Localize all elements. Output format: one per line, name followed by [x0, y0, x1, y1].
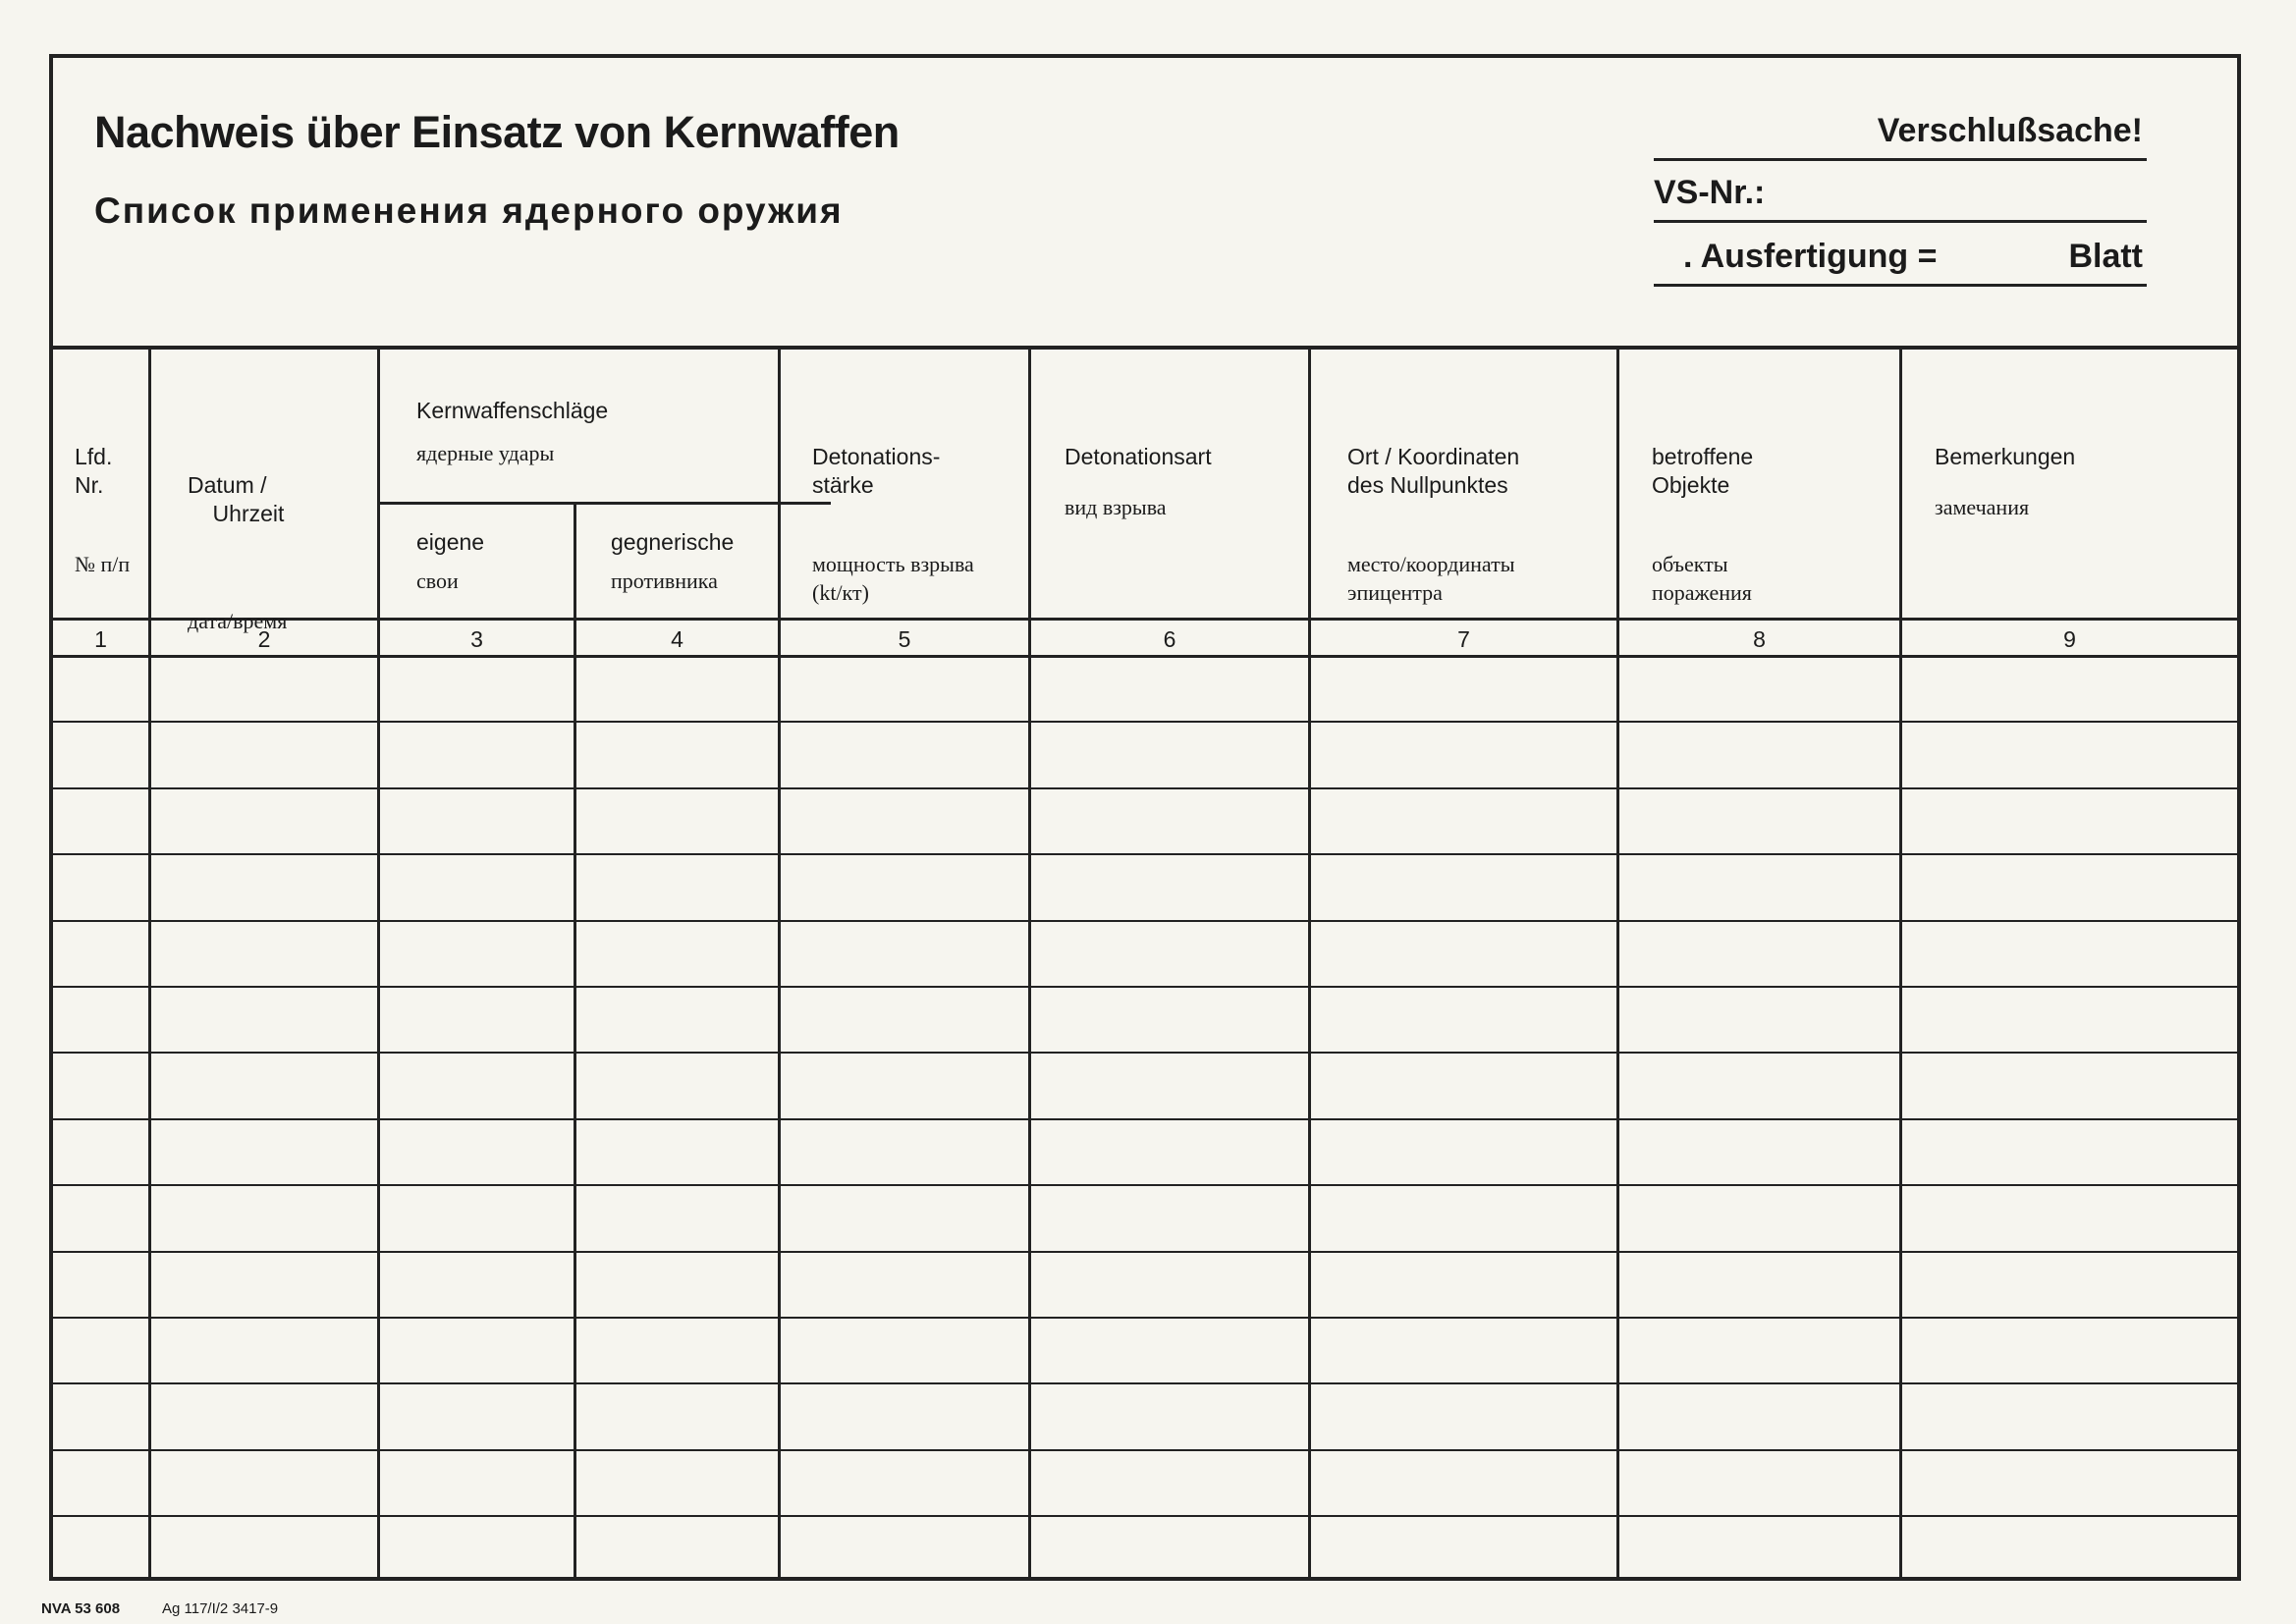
col4-number: 4 [671, 626, 683, 652]
col9-header-ru: замечания [1935, 495, 2030, 519]
title-german: Nachweis über Einsatz von Kernwaffen [94, 107, 900, 157]
col6-number: 6 [1163, 626, 1176, 652]
header-divider [53, 618, 2237, 621]
group-header-divider [380, 502, 831, 505]
col4-header-de: gegnerische [611, 529, 735, 555]
col2-header-de: Datum / Uhrzeit [188, 472, 285, 526]
vs-number-label: VS-Nr.: [1654, 174, 1766, 211]
entry-row-line [53, 1382, 2237, 1384]
col1-header [75, 414, 130, 607]
col9-number: 9 [2063, 626, 2076, 652]
record-table [53, 346, 2237, 1581]
column-divider [1899, 350, 1902, 1581]
col-group-header-de: Kernwaffenschläge [416, 398, 609, 423]
col-group-header [416, 397, 608, 467]
entry-row-line [53, 1184, 2237, 1186]
col7-header [1347, 414, 1519, 635]
col8-header-ru: объекты поражения [1652, 552, 1752, 605]
col4-header [611, 528, 734, 595]
col5-header [812, 414, 974, 635]
col-group-header-ru: ядерные удары [416, 441, 555, 465]
column-divider [1616, 350, 1619, 1581]
col6-header-de: Detonationsart [1065, 444, 1212, 469]
column-divider [1308, 350, 1311, 1581]
vs-number-row[interactable] [1654, 166, 2147, 223]
col3-header [416, 528, 484, 595]
col2-header-ru: дата/время [188, 609, 288, 633]
entry-row-line [53, 1515, 2237, 1517]
col8-number: 8 [1753, 626, 1766, 652]
col7-header-de: Ort / Koordinaten des Nullpunktes [1347, 444, 1520, 498]
number-row-divider [53, 655, 2237, 658]
col5-header-ru: мощность взрыва (kt/кт) [812, 552, 974, 605]
entry-row-line [53, 853, 2237, 855]
sheet-label: Blatt [2068, 238, 2143, 275]
col3-header-ru: свои [416, 568, 459, 593]
entry-row-line [53, 1251, 2237, 1253]
col8-header-de: betroffene Objekte [1652, 444, 1754, 498]
col7-header-ru: меcто/координаты эпицентра [1347, 552, 1515, 605]
column-divider [1028, 350, 1031, 1581]
entry-row-line [53, 1052, 2237, 1054]
col3-header-de: eigene [416, 529, 485, 555]
column-divider [148, 350, 151, 1581]
entry-row-line [53, 986, 2237, 988]
footer-print-code [162, 1600, 278, 1617]
col1-number: 1 [94, 626, 107, 652]
col8-header [1652, 414, 1753, 635]
col5-number: 5 [898, 626, 911, 652]
entry-row-line [53, 1317, 2237, 1319]
title-russian: Список применения ядерного оружия [94, 190, 844, 231]
column-divider [574, 503, 576, 1581]
column-divider [778, 350, 781, 1581]
entry-row-line [53, 1449, 2237, 1451]
col4-header-ru: противника [611, 568, 718, 593]
column-divider [377, 350, 380, 1581]
footer-form-code [41, 1600, 120, 1617]
col1-header-de: Lfd. Nr. [75, 444, 113, 498]
entry-row-line [53, 721, 2237, 723]
form-frame [49, 54, 2241, 1581]
col9-header [1935, 443, 2075, 521]
copy-number-label: . Ausfertigung = [1683, 238, 1938, 275]
entry-row-line [53, 920, 2237, 922]
entry-row-line [53, 1118, 2237, 1120]
col2-number: 2 [257, 626, 271, 652]
classification-label: Verschlußsache! [1877, 112, 2143, 149]
col5-header-de: Detonations- stärke [812, 444, 941, 498]
col9-header-de: Bemerkungen [1935, 444, 2076, 469]
col3-number: 3 [470, 626, 483, 652]
form-code: NVA 53 608 [41, 1600, 121, 1617]
col6-header [1065, 443, 1212, 521]
col6-header-ru: вид взрыва [1065, 495, 1167, 519]
col7-number: 7 [1457, 626, 1470, 652]
copy-sheet-row[interactable] [1654, 228, 2147, 287]
col1-header-ru: № п/п [75, 552, 131, 576]
classification-row [1654, 102, 2147, 161]
entry-row-line [53, 787, 2237, 789]
print-code: Ag 117/I/2 3417-9 [162, 1600, 279, 1617]
